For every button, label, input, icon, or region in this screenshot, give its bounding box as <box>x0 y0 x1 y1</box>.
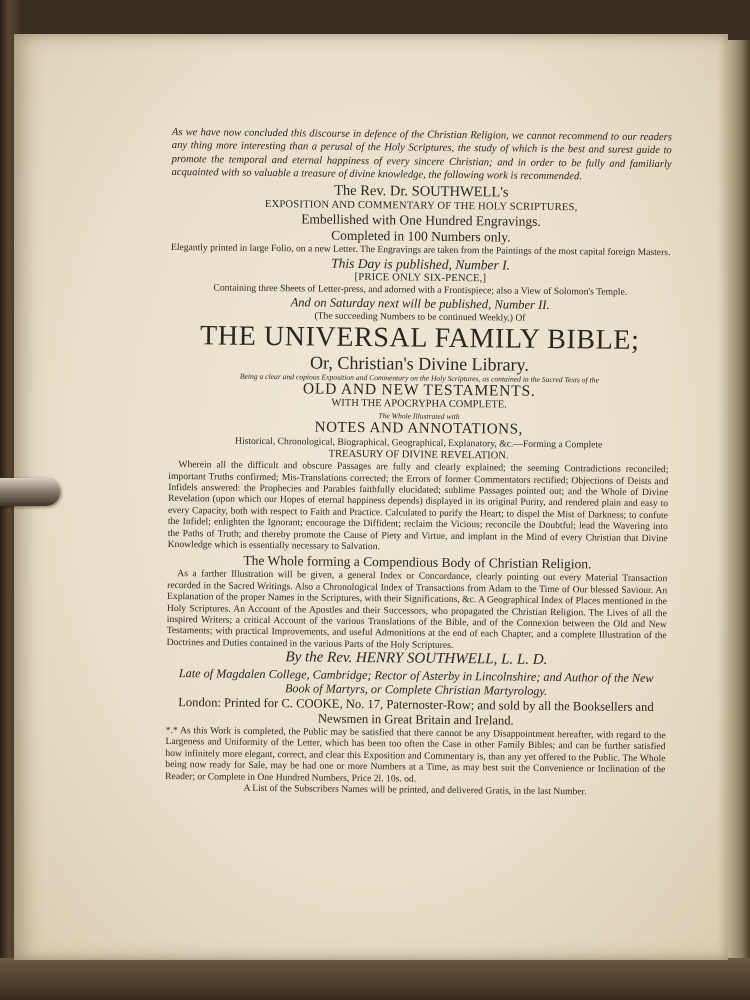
late-of-line: Late of Magdalen College, Cambridge; Rector of Asterby in Lincolnshire; and Author of the New Book of Martyrs, or Complete Christian Martyrology. <box>178 665 654 699</box>
this-day-line: This Day is published, Number I. <box>331 255 511 273</box>
book-bottom-edge <box>0 958 750 1000</box>
bookmark-clip-icon <box>0 478 60 506</box>
saturday-line: And on Saturday next will be published, Number II. <box>290 294 550 312</box>
illustrated-line: The Whole Illustrated with <box>378 410 460 421</box>
by-line: By the Rev. HENRY SOUTHWELL, L. L. D. <box>285 649 548 669</box>
subtitle: Or, Christian's Divine Library. <box>310 352 530 375</box>
treasury-line: TREASURY OF DIVINE REVELATION. <box>328 448 509 462</box>
embellished-line: Embellished with One Hundred Engravings. <box>301 211 541 230</box>
description-paragraph: Wherein all the difficult and obscure Passages are fully and clearly explained; the seeming Contradictions reconciled; important Truths confirmed; Mis-Translations corrected; the Errors of former Commentators rectified; Objections of Deists and Infidels answered: the Prophecies and Parables faithfully elucidated; sublime Passages pointed out; and the Whole of Divine Revelation (upon which our Hopes of eternal happiness depends) displayed in its original Purity, and rendered plain and easy to every Capacity, both with respect to Faith and Practice. Calculated to purify the Heart; to dispel the Mist of Darkness; to confute the Infidel; enlighten the Ignorant; encourage the Diffident; reclaim the Vicious; reconcile the Doubtful; lead the Wavering into the Paths of Truth; and thereby promote the Cause of Piety and Virtue, and implant in the Mind of every Christian that Divine Knowledge which is essentially necessary to Salvation. <box>167 459 669 553</box>
imprint-line: London: Printed for C. COOKE, No. 17, Paternoster-Row; and sold by all the Booksellers and Newsmen in Great Britain and Ireland. <box>178 694 654 728</box>
apocrypha-line: WITH THE APOCRYPHA COMPLETE. <box>331 397 507 411</box>
testaments-heading: OLD AND NEW TESTAMENTS. <box>302 380 536 400</box>
compendious-heading: The Whole forming a Compendious Body of Christian Religion. <box>243 553 592 572</box>
page-text <box>165 126 672 799</box>
exposition-heading: EXPOSITION AND COMMENTARY OF THE HOLY SCRIPTURES, <box>264 198 578 213</box>
completed-line: Completed in 100 Numbers only. <box>331 227 511 245</box>
containing-line: Containing three Sheets of Letter-press, and adorned with a Frontispiece; also a View of Solomon's Temple. <box>213 282 628 298</box>
main-title: THE UNIVERSAL FAMILY BIBLE; <box>199 320 640 357</box>
printed-line: Elegantly printed in large Folio, on a new Letter. The Engravings are taken from the Paintings of the most capital foreign Masters. <box>170 242 671 259</box>
author-line: The Rev. Dr. SOUTHWELL's <box>334 182 509 201</box>
historical-line: Historical, Chronological, Biographical, Geographical, Explanatory, &c.—Forming a Complete <box>234 435 603 451</box>
page-stack-edge <box>728 40 750 960</box>
notes-heading: NOTES AND ANNOTATIONS, <box>314 419 524 438</box>
note-paragraph: *.* As this Work is completed, the Public may be satisfied that there cannot be any Disappointment hereafter, with regard to the Largeness and Uniformity of the Letter, which has been too often the Case in other Family Bibles; and can be further satisfied how infinitely more elegant, correct, and clear this Exposition and Commentary is, than any yet offered to the Public. The Whole being now ready for Sale, may be had one or more Numbers at a Time, as may best suit the Convenience or Inclination of the Reader; or Complete in One Hundred Numbers, Price 2l. 10s. od. <box>165 724 666 785</box>
being-line: Being a clear and copious Exposition and Commentary on the Holy Scriptures, as contained in the Sacred Texts of the <box>239 371 599 385</box>
succeeding-line: (The succeeding Numbers to be continued Weekly,) Of <box>314 310 526 324</box>
intro-paragraph: As we have now concluded this discourse in defence of the Christian Religion, we cannot recommend to our readers any thing more interesting than a perusal of the Holy Scriptures, the study of which is the best and surest guide to promote the temporal and eternal happiness of every sincere Christian; and in order to be fully and familiarly acquainted with so valuable a treasure of divine knowledge, the following work is recommended. <box>171 126 672 183</box>
subscribers-note: A List of the Subscribers Names will be printed, and delivered Gratis, in the last Number. <box>243 782 587 798</box>
index-paragraph: As a farther Illustration will be given, a general Index or Concordance, clearly pointing out every Material Transaction recorded in the Sacred Writings. Also a Chronological Index of Transactions from Adam to the Time of Our blessed Saviour. An Explanation of the proper Names in the Scriptures, with their Significations, &c. A Geographical Index of Places mentioned in the Holy Scriptures. An Account of the Apostles and their Successors, who propagated the Christian Religion. The Lives of all the inspired Writers; a critical Account of the various Translations of the Bible, and of the Connexion between the Old and New Testaments; with practical Improvements, and useful Admonitions at the end of each Chapter, and a complete Illustration of the Doctrines and Duties contained in the various Parts of the Holy Scriptures. <box>166 568 668 651</box>
price-line: [PRICE ONLY SIX-PENCE,] <box>354 271 487 284</box>
